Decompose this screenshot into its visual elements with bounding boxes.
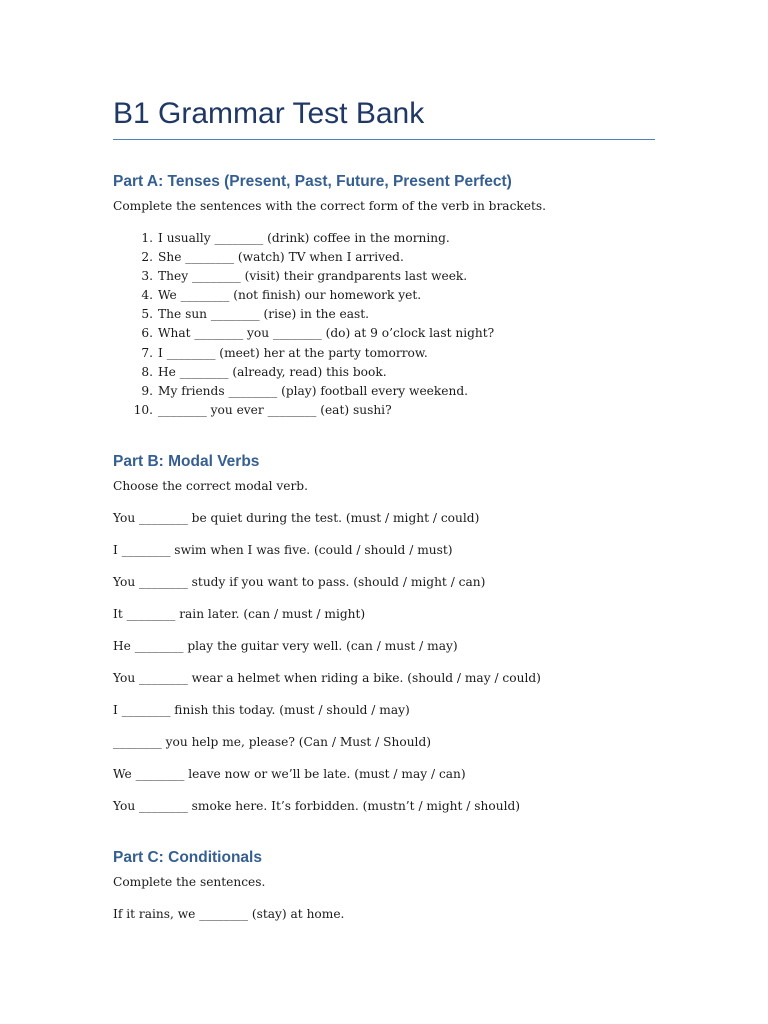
list-item-text: I usually ________ (drink) coffee in the morning. — [158, 231, 450, 245]
list-item-number: 5. — [141, 307, 153, 322]
list-item-text: I ________ (meet) her at the party tomorrow. — [158, 345, 428, 360]
modal-question: He ________ play the guitar very well. (can / must / may) — [113, 639, 458, 653]
list-item-text: He ________ (already, read) this book. — [158, 364, 387, 379]
part-a-instruction: Complete the sentences with the correct form of the verb in brackets. — [113, 199, 547, 213]
modal-question: We ________ leave now or we’ll be late. (must / may / can) — [113, 767, 466, 781]
conditional-question: If it rains, we ________ (stay) at home. — [113, 907, 345, 921]
part-b-instruction: Choose the correct modal verb. — [113, 479, 308, 493]
list-item-number: 10. — [133, 402, 153, 417]
modal-question: You ________ be quiet during the test. (must / might / could) — [113, 511, 480, 525]
list-item-number: 9. — [141, 383, 153, 398]
list-item-number: 3. — [141, 269, 153, 284]
list-item-number: 4. — [141, 288, 153, 303]
list-item-number: 7. — [141, 345, 153, 360]
modal-question: You ________ wear a helmet when riding a bike. (should / may / could) — [113, 671, 541, 685]
part-c-heading: Part C: Conditionals — [113, 849, 262, 866]
list-item-number: 6. — [141, 326, 153, 341]
part-c-instruction: Complete the sentences. — [113, 875, 266, 889]
part-b-heading: Part B: Modal Verbs — [113, 453, 260, 470]
modal-question: It ________ rain later. (can / must / might) — [113, 607, 366, 621]
part-a-heading: Part A: Tenses (Present, Past, Future, Present Perfect) — [113, 173, 512, 190]
modal-question: I ________ finish this today. (must / should / may) — [113, 703, 410, 717]
modal-question: You ________ smoke here. It’s forbidden. (mustn’t / might / should) — [113, 799, 521, 813]
list-item-text: The sun ________ (rise) in the east. — [158, 307, 370, 322]
title-underline — [113, 139, 655, 140]
page-title: B1 Grammar Test Bank — [113, 97, 425, 130]
modal-question: I ________ swim when I was five. (could / should / must) — [113, 543, 453, 557]
list-item-number: 8. — [141, 364, 153, 379]
list-item-text: My friends ________ (play) football every weekend. — [158, 383, 469, 398]
list-item-number: 1. — [141, 231, 153, 245]
list-item-text: They ________ (visit) their grandparents last week. — [158, 269, 468, 284]
list-item-text: She ________ (watch) TV when I arrived. — [158, 250, 404, 265]
list-item-number: 2. — [141, 250, 153, 265]
list-item-text: What ________ you ________ (do) at 9 o’clock last night? — [158, 326, 495, 341]
modal-question: ________ you help me, please? (Can / Must / Should) — [113, 735, 431, 749]
list-item-text: ________ you ever ________ (eat) sushi? — [158, 402, 392, 417]
modal-question: You ________ study if you want to pass. (should / might / can) — [113, 575, 486, 589]
list-item-text: We ________ (not finish) our homework yet. — [158, 288, 422, 303]
